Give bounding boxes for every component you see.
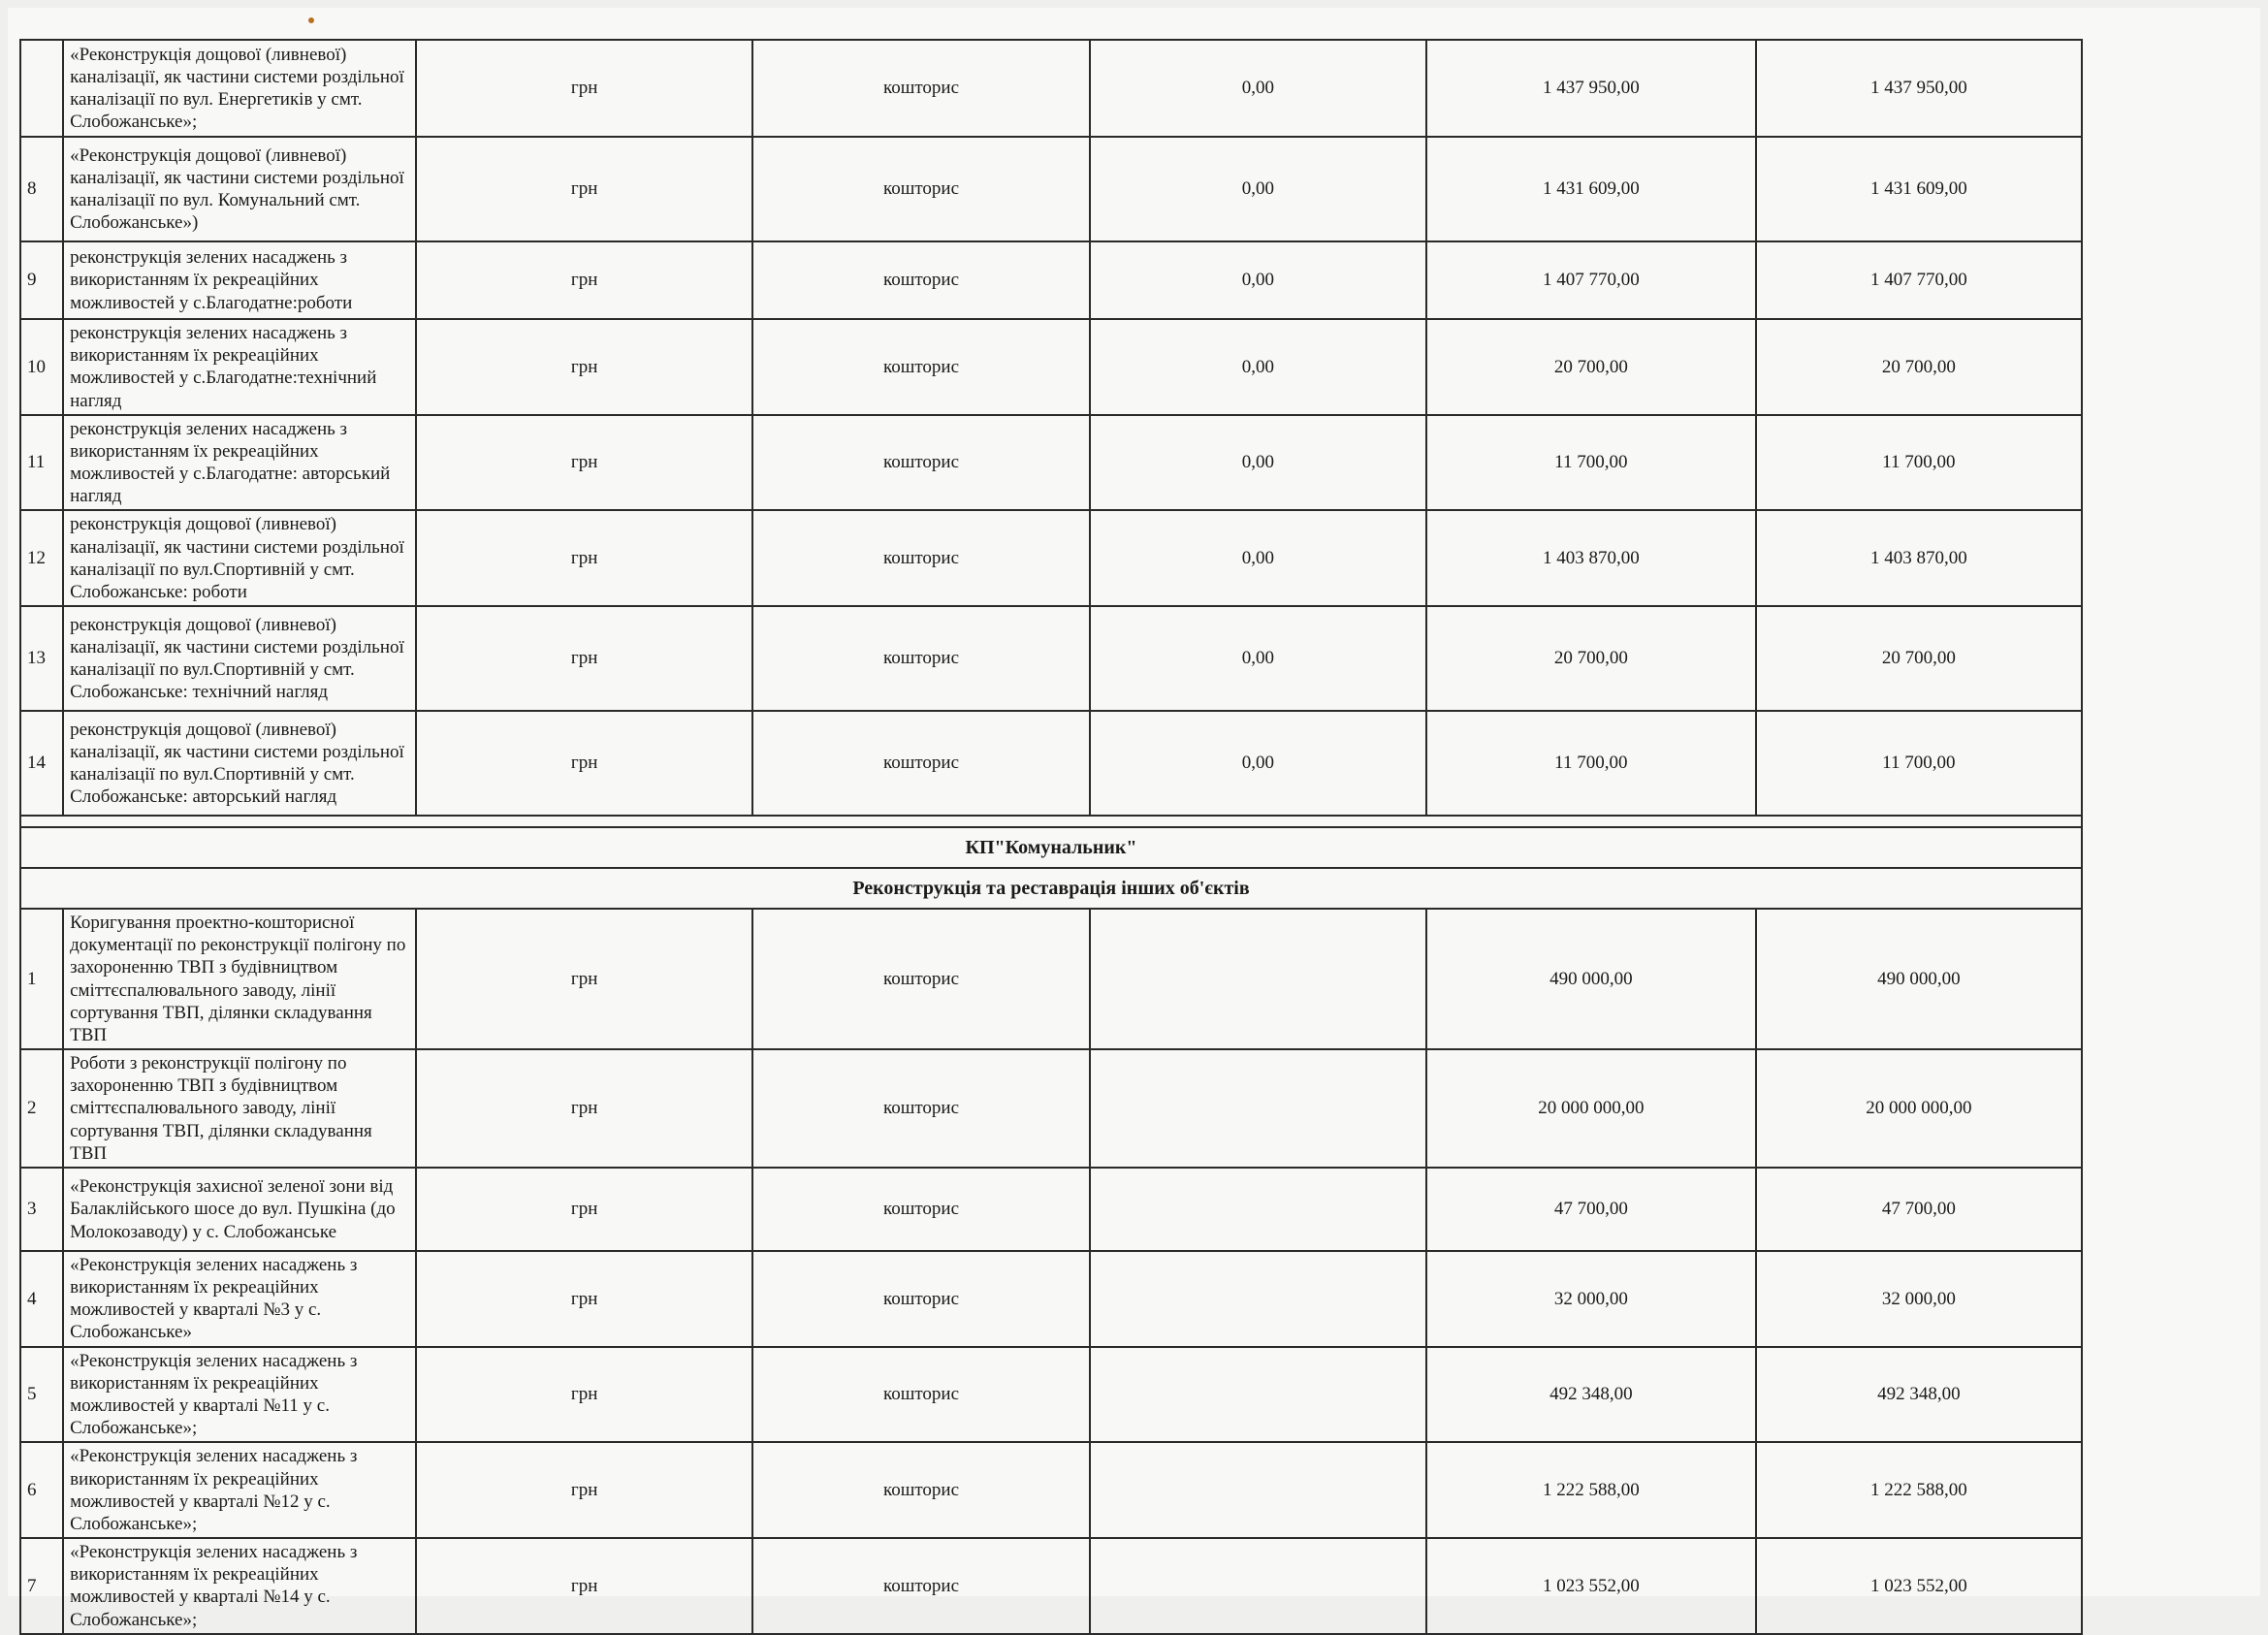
row-description: реконструкція дощової (ливневої) каналізації, як частини системи роздільної каналізації по вул.Спортивній у смт. Слобожанське: роботи (63, 510, 416, 606)
row-value-3: 1 407 770,00 (1756, 241, 2082, 319)
row-value-1 (1090, 909, 1426, 1049)
row-unit: грн (416, 415, 752, 511)
table-row (20, 415, 2082, 511)
row-source: кошторис (752, 606, 1089, 711)
budget-table (19, 39, 2083, 1635)
table-row (20, 1442, 2082, 1538)
row-description: «Реконструкція зелених насаджень з використанням їх рекреаційних можливостей у кварталі №12 у с. Слобожанське»; (63, 1442, 416, 1538)
table-row (20, 606, 2082, 711)
row-unit: грн (416, 319, 752, 415)
table-spacer (20, 816, 2082, 827)
row-value-2: 1 407 770,00 (1426, 241, 1756, 319)
row-unit: грн (416, 711, 752, 816)
budget-table-body (20, 40, 2082, 1634)
row-value-2: 1 431 609,00 (1426, 137, 1756, 241)
row-value-2: 20 700,00 (1426, 606, 1756, 711)
row-number: 5 (20, 1347, 63, 1443)
row-number: 2 (20, 1049, 63, 1168)
row-source: кошторис (752, 137, 1089, 241)
row-value-2: 1 222 588,00 (1426, 1442, 1756, 1538)
row-value-2: 1 437 950,00 (1426, 40, 1756, 137)
row-value-1: 0,00 (1090, 319, 1426, 415)
row-unit: грн (416, 909, 752, 1049)
row-description: Коригування проектно-кошторисної документації по реконструкції полігону по захороненню ТВП з будівництвом сміттєспалювального заводу, лінії сортування ТВП, ділянки складування ТВП (63, 909, 416, 1049)
row-number: 6 (20, 1442, 63, 1538)
row-source: кошторис (752, 40, 1089, 137)
table-row (20, 1251, 2082, 1347)
row-value-3: 1 403 870,00 (1756, 510, 2082, 606)
row-source: кошторис (752, 909, 1089, 1049)
row-value-1: 0,00 (1090, 510, 1426, 606)
row-value-3: 11 700,00 (1756, 711, 2082, 816)
row-number: 4 (20, 1251, 63, 1347)
row-number: 14 (20, 711, 63, 816)
row-value-3: 32 000,00 (1756, 1251, 2082, 1347)
row-unit: грн (416, 1168, 752, 1251)
row-unit: грн (416, 1347, 752, 1443)
row-description: «Реконструкція дощової (ливневої) каналізації, як частини системи роздільної каналізації по вул. Комунальний смт. Слобожанське») (63, 137, 416, 241)
row-number: 13 (20, 606, 63, 711)
row-value-2: 11 700,00 (1426, 711, 1756, 816)
row-value-2: 1 023 552,00 (1426, 1538, 1756, 1634)
row-unit: грн (416, 40, 752, 137)
row-value-1 (1090, 1049, 1426, 1168)
row-unit: грн (416, 241, 752, 319)
row-value-2: 492 348,00 (1426, 1347, 1756, 1443)
row-value-2: 490 000,00 (1426, 909, 1756, 1049)
row-unit: грн (416, 606, 752, 711)
row-description: «Реконструкція зелених насаджень з використанням їх рекреаційних можливостей у кварталі №11 у с. Слобожанське»; (63, 1347, 416, 1443)
row-number: 1 (20, 909, 63, 1049)
row-value-2: 20 000 000,00 (1426, 1049, 1756, 1168)
row-description: реконструкція зелених насаджень з використанням їх рекреаційних можливостей у с.Благодатне:технічний нагляд (63, 319, 416, 415)
table-row (20, 241, 2082, 319)
row-value-1 (1090, 1251, 1426, 1347)
table-row (20, 40, 2082, 137)
table-row (20, 1049, 2082, 1168)
row-description: реконструкція дощової (ливневої) каналізації, як частини системи роздільної каналізації по вул.Спортивній у смт. Слобожанське: авторський нагляд (63, 711, 416, 816)
row-value-3: 20 000 000,00 (1756, 1049, 2082, 1168)
row-value-1 (1090, 1168, 1426, 1251)
row-description: «Реконструкція зелених насаджень з використанням їх рекреаційних можливостей у кварталі №3 у с. Слобожанське» (63, 1251, 416, 1347)
row-description: реконструкція дощової (ливневої) каналізації, як частини системи роздільної каналізації по вул.Спортивній у смт. Слобожанське: технічний нагляд (63, 606, 416, 711)
table-row (20, 1168, 2082, 1251)
row-description: реконструкція зелених насаджень з використанням їх рекреаційних можливостей у с.Благодатне: авторський нагляд (63, 415, 416, 511)
row-value-3: 11 700,00 (1756, 415, 2082, 511)
row-value-2: 32 000,00 (1426, 1251, 1756, 1347)
subsection-header: Реконструкція та реставрація інших об'єктів (20, 868, 2082, 909)
row-value-3: 490 000,00 (1756, 909, 2082, 1049)
row-value-2: 1 403 870,00 (1426, 510, 1756, 606)
row-value-3: 1 023 552,00 (1756, 1538, 2082, 1634)
row-value-1: 0,00 (1090, 137, 1426, 241)
row-value-1: 0,00 (1090, 241, 1426, 319)
row-value-1 (1090, 1442, 1426, 1538)
row-description: реконструкція зелених насаджень з використанням їх рекреаційних можливостей у с.Благодатне:роботи (63, 241, 416, 319)
row-source: кошторис (752, 1168, 1089, 1251)
row-value-3: 20 700,00 (1756, 319, 2082, 415)
row-number: 7 (20, 1538, 63, 1634)
row-source: кошторис (752, 1538, 1089, 1634)
row-value-3: 1 437 950,00 (1756, 40, 2082, 137)
row-value-3: 1 222 588,00 (1756, 1442, 2082, 1538)
ink-mark (308, 17, 314, 23)
table-row (20, 1347, 2082, 1443)
row-source: кошторис (752, 1347, 1089, 1443)
row-value-2: 20 700,00 (1426, 319, 1756, 415)
row-description: «Реконструкція захисної зеленої зони від Балаклійського шосе до вул. Пушкіна (до Молокозаводу) у с. Слобожанське (63, 1168, 416, 1251)
row-value-3: 47 700,00 (1756, 1168, 2082, 1251)
section-row (20, 827, 2082, 868)
row-source: кошторис (752, 319, 1089, 415)
row-value-3: 492 348,00 (1756, 1347, 2082, 1443)
table-row (20, 1538, 2082, 1634)
row-value-3: 20 700,00 (1756, 606, 2082, 711)
row-number: 8 (20, 137, 63, 241)
row-description: Роботи з реконструкції полігону по захороненню ТВП з будівництвом сміттєспалювального заводу, лінії сортування ТВП, ділянки складування ТВП (63, 1049, 416, 1168)
row-number: 11 (20, 415, 63, 511)
row-unit: грн (416, 1442, 752, 1538)
row-description: «Реконструкція дощової (ливневої) каналізації, як частини системи роздільної каналізації по вул. Енергетиків у смт. Слобожанське»; (63, 40, 416, 137)
row-number: 9 (20, 241, 63, 319)
row-value-3: 1 431 609,00 (1756, 137, 2082, 241)
table-row (20, 319, 2082, 415)
table-row (20, 510, 2082, 606)
row-value-1 (1090, 1538, 1426, 1634)
row-number (20, 40, 63, 137)
row-source: кошторис (752, 241, 1089, 319)
table-row (20, 137, 2082, 241)
scanned-page (8, 8, 2260, 1630)
row-source: кошторис (752, 1251, 1089, 1347)
row-unit: грн (416, 1538, 752, 1634)
row-unit: грн (416, 1049, 752, 1168)
row-value-1: 0,00 (1090, 40, 1426, 137)
row-value-1: 0,00 (1090, 606, 1426, 711)
row-unit: грн (416, 510, 752, 606)
row-unit: грн (416, 1251, 752, 1347)
row-number: 10 (20, 319, 63, 415)
row-value-1 (1090, 1347, 1426, 1443)
row-value-2: 11 700,00 (1426, 415, 1756, 511)
row-value-1: 0,00 (1090, 415, 1426, 511)
row-number: 12 (20, 510, 63, 606)
row-source: кошторис (752, 1442, 1089, 1538)
section-header: КП"Комунальник" (20, 827, 2082, 868)
row-source: кошторис (752, 711, 1089, 816)
row-source: кошторис (752, 1049, 1089, 1168)
row-number: 3 (20, 1168, 63, 1251)
row-source: кошторис (752, 510, 1089, 606)
row-unit: грн (416, 137, 752, 241)
row-description: «Реконструкція зелених насаджень з використанням їх рекреаційних можливостей у кварталі №14 у с. Слобожанське»; (63, 1538, 416, 1634)
row-source: кошторис (752, 415, 1089, 511)
row-value-1: 0,00 (1090, 711, 1426, 816)
subsection-row (20, 868, 2082, 909)
table-row (20, 909, 2082, 1049)
table-row (20, 711, 2082, 816)
row-value-2: 47 700,00 (1426, 1168, 1756, 1251)
